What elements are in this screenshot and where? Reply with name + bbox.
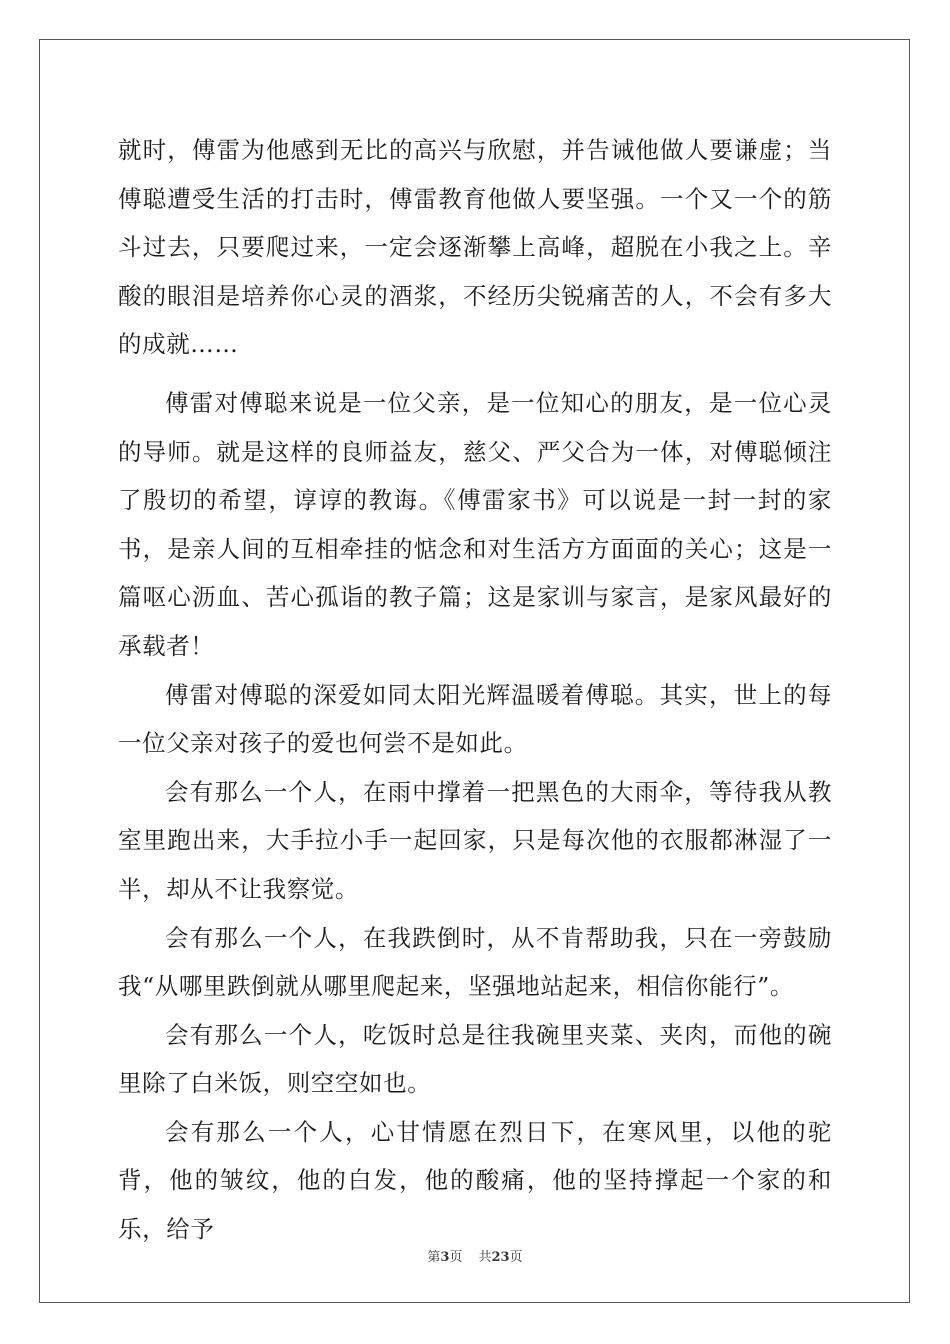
paragraph-1: 就时，傅雷为他感到无比的高兴与欣慰，并告诫他做人要谦虚；当傅聪遭受生活的打击时，傅雷教育他做人要坚强。一个又一个的筋斗过去，只要爬过来，一定会逐渐攀上高峰，超脱在小我之上。辛酸的眼泪是培养你心灵的酒浆，不经历尖锐痛苦的人，不会有多大的成就…… [118,136,832,359]
page-number: 3 [440,1250,450,1265]
page-suffix: 页 [449,1250,463,1265]
paragraph-7: 会有那么一个人，心甘情愿在烈日下，在寒风里，以他的驼背，他的皱纹，他的白发，他的酸痛，他的坚持撑起一个家的和乐，给予 [118,1117,832,1244]
paragraph-3: 傅雷对傅聪的深爱如同太阳光辉温暖着傅聪。其实，世上的每一位父亲对孩子的爱也何尝不是如此。 [118,680,832,758]
paragraph-6: 会有那么一个人，吃饭时总是往我碗里夹菜、夹肉，而他的碗里除了白米饭，则空空如也。 [118,1020,832,1098]
total-pages: 23 [491,1250,510,1265]
total-prefix: 共 [478,1250,492,1265]
page-prefix: 第 [427,1250,441,1265]
total-suffix: 页 [509,1250,523,1265]
paragraph-5: 会有那么一个人，在我跌倒时，从不肯帮助我，只在一旁鼓励我“从哪里跌倒就从哪里爬起来，坚强地站起来，相信你能行”。 [118,923,832,1001]
paragraph-4: 会有那么一个人，在雨中撑着一把黑色的大雨伞，等待我从教室里跑出来，大手拉小手一起回家，只是每次他的衣服都淋湿了一半，却从不让我察觉。 [118,777,832,903]
document-body [118,126,832,1254]
page-footer [0,1250,950,1266]
paragraph-2: 傅雷对傅聪来说是一位父亲，是一位知心的朋友，是一位心灵的导师。就是这样的良师益友，慈父、严父合为一体，对傅聪倾注了殷切的希望，谆谆的教诲。《傅雷家书》可以说是一封一封的家书，是亲人间的互相牵挂的惦念和对生活方方面面的关心；这是一篇呕心沥血、苦心孤诣的教子篇；这是家训与家言，是家风最好的承载者！ [118,388,832,660]
